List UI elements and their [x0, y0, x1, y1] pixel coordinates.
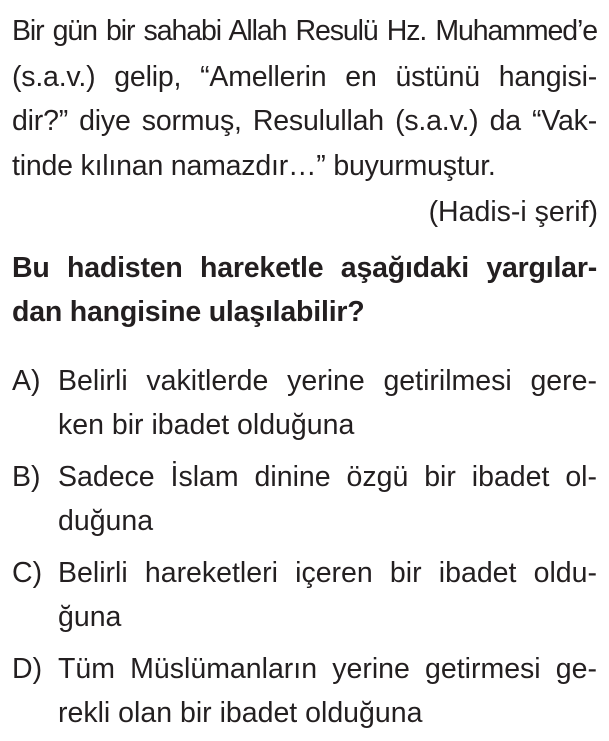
passage-line: tinde kılınan namazdır…” buyurmuştur.	[12, 150, 496, 182]
option-text: Tüm Müslümanların yerine getirmesi ge-	[58, 653, 597, 685]
passage-line: (s.a.v.) gelip, “Amellerin en üstünü hangisi-	[12, 61, 597, 93]
option-letter: B)	[12, 461, 41, 493]
option-text: ğuna	[58, 601, 122, 633]
option-letter: C)	[12, 557, 43, 589]
question-line: Bu hadisten hareketle aşağıdaki yargılar-	[12, 252, 597, 284]
option-letter: D)	[12, 653, 43, 685]
passage-source: (Hadis-i şerif)	[428, 196, 598, 228]
passage-line: dir?” diye sormuş, Resulullah (s.a.v.) da “Vak-	[12, 105, 597, 137]
passage-line: Bir gün bir sahabi Allah Resulü Hz. Muhammed’e	[12, 15, 597, 47]
option-text: ken bir ibadet olduğuna	[58, 409, 355, 441]
question-line: dan hangisine ulaşılabilir?	[12, 296, 365, 328]
option-text: Belirli hareketleri içeren bir ibadet oldu-	[58, 557, 597, 589]
option-text: Sadece İslam dinine özgü bir ibadet ol-	[58, 461, 597, 493]
option-text: rekli olan bir ibadet olduğuna	[58, 697, 423, 729]
option-text: Belirli vakitlerde yerine getirilmesi gere-	[58, 365, 597, 397]
option-letter: A)	[12, 365, 41, 397]
option-text: duğuna	[58, 505, 154, 537]
